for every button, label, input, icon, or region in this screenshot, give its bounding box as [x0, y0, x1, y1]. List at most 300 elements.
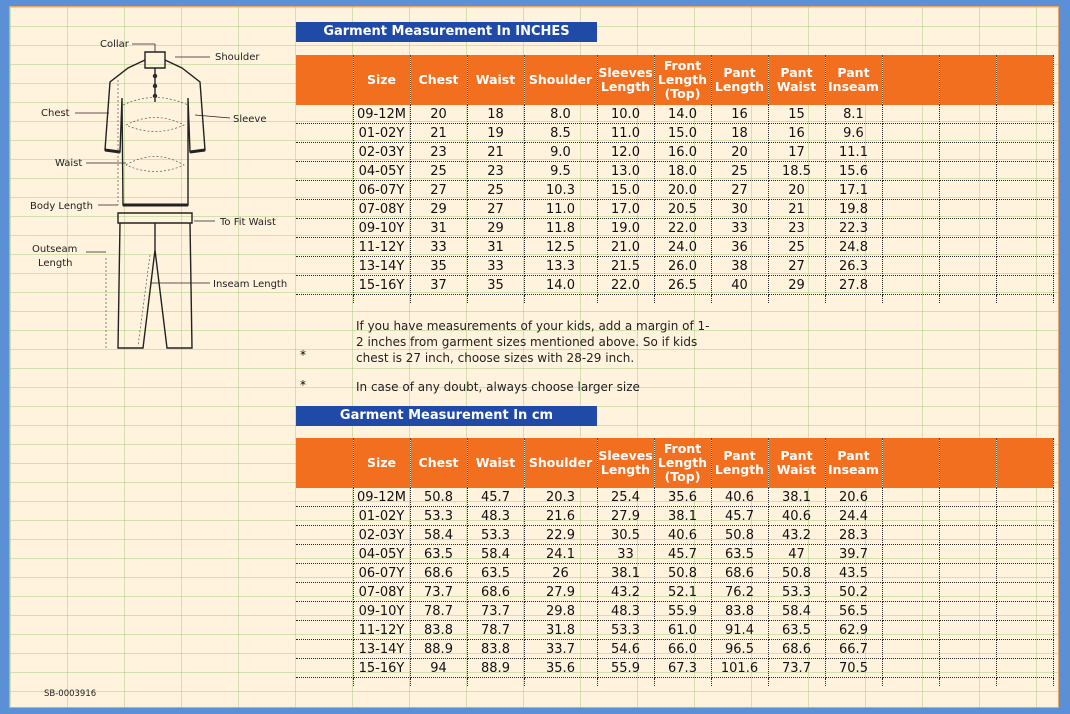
- label-outseam: Outseam: [32, 244, 78, 255]
- value-cell: 58.4: [768, 602, 825, 621]
- value-cell: 30.5: [597, 526, 654, 545]
- blank-cell: [882, 124, 939, 143]
- value-cell: 35.6: [524, 659, 597, 678]
- blank-cell: [296, 526, 353, 545]
- value-cell: 23: [467, 162, 524, 181]
- value-cell: 78.7: [410, 602, 467, 621]
- note-2-text: In case of any doubt, always choose larger size: [356, 380, 640, 394]
- value-cell: 25: [410, 162, 467, 181]
- blank-cell: [296, 507, 353, 526]
- blank-cell: [296, 295, 353, 304]
- value-cell: 20.6: [825, 488, 882, 507]
- value-cell: 50.2: [825, 583, 882, 602]
- value-cell: 33: [467, 257, 524, 276]
- size-cell: 09-10Y: [353, 219, 410, 238]
- blank-cell: [882, 238, 939, 257]
- blank-cell: [296, 181, 353, 200]
- column-header: Waist: [467, 438, 524, 488]
- blank-cell: [654, 678, 711, 687]
- value-cell: 63.5: [410, 545, 467, 564]
- value-cell: 55.9: [597, 659, 654, 678]
- value-cell: 11.8: [524, 219, 597, 238]
- value-cell: 22.0: [597, 276, 654, 295]
- blank-cell: [882, 602, 939, 621]
- value-cell: 61.0: [654, 621, 711, 640]
- blank-cell: [996, 621, 1053, 640]
- value-cell: 54.6: [597, 640, 654, 659]
- value-cell: 14.0: [654, 105, 711, 124]
- blank-cell: [882, 105, 939, 124]
- value-cell: 20.5: [654, 200, 711, 219]
- blank-cell: [939, 640, 996, 659]
- value-cell: 19.0: [597, 219, 654, 238]
- note-1: [356, 318, 716, 366]
- size-cell: 09-12M: [353, 488, 410, 507]
- size-cell: 06-07Y: [353, 181, 410, 200]
- blank-cell: [296, 488, 353, 507]
- column-header: Sleeves Length: [597, 438, 654, 488]
- blank-cell: [654, 295, 711, 304]
- blank-cell: [296, 105, 353, 124]
- value-cell: 20: [711, 143, 768, 162]
- value-cell: 35: [410, 257, 467, 276]
- header-blank-cell: [939, 55, 996, 105]
- blank-cell: [825, 295, 882, 304]
- value-cell: 9.5: [524, 162, 597, 181]
- column-header: Shoulder: [524, 55, 597, 105]
- value-cell: 96.5: [711, 640, 768, 659]
- blank-cell: [996, 238, 1053, 257]
- blank-cell: [882, 526, 939, 545]
- value-cell: 83.8: [467, 640, 524, 659]
- blank-cell: [597, 678, 654, 687]
- value-cell: 27: [410, 181, 467, 200]
- header-blank-cell: [996, 438, 1053, 488]
- value-cell: 56.5: [825, 602, 882, 621]
- value-cell: 25: [768, 238, 825, 257]
- table-row: [296, 219, 1053, 238]
- value-cell: 22.0: [654, 219, 711, 238]
- blank-cell: [996, 162, 1053, 181]
- value-cell: 94: [410, 659, 467, 678]
- value-cell: 17: [768, 143, 825, 162]
- value-cell: 58.4: [467, 545, 524, 564]
- note-2: [356, 379, 640, 395]
- value-cell: 31.8: [524, 621, 597, 640]
- column-header: Pant Waist: [768, 55, 825, 105]
- value-cell: 23: [410, 143, 467, 162]
- value-cell: 50.8: [410, 488, 467, 507]
- blank-cell: [296, 219, 353, 238]
- blank-cell: [996, 640, 1053, 659]
- blank-cell: [939, 488, 996, 507]
- value-cell: 18.0: [654, 162, 711, 181]
- column-header: Chest: [410, 438, 467, 488]
- blank-cell: [939, 162, 996, 181]
- blank-cell: [939, 181, 996, 200]
- blank-cell: [353, 678, 410, 687]
- value-cell: 40.6: [654, 526, 711, 545]
- blank-cell: [996, 583, 1053, 602]
- blank-cell: [996, 545, 1053, 564]
- value-cell: 68.6: [410, 564, 467, 583]
- blank-cell: [996, 295, 1053, 304]
- blank-cell: [996, 257, 1053, 276]
- value-cell: 27.9: [597, 507, 654, 526]
- blank-cell: [882, 659, 939, 678]
- value-cell: 40.6: [768, 507, 825, 526]
- column-header: Waist: [467, 55, 524, 105]
- note-1-text: If you have measurements of your kids, add a margin of 1-2 inches from garment sizes mentioned above. So if kids chest is 27 inch, choose sizes with 28-29 inch.: [356, 319, 710, 365]
- value-cell: 8.5: [524, 124, 597, 143]
- value-cell: 28.3: [825, 526, 882, 545]
- value-cell: 27: [711, 181, 768, 200]
- blank-cell: [296, 678, 353, 687]
- blank-cell: [882, 678, 939, 687]
- value-cell: 45.7: [711, 507, 768, 526]
- value-cell: 35: [467, 276, 524, 295]
- garment-diagram: [10, 30, 300, 360]
- size-cell: 01-02Y: [353, 124, 410, 143]
- value-cell: 88.9: [410, 640, 467, 659]
- blank-cell: [296, 238, 353, 257]
- note-2-star: *: [300, 378, 306, 392]
- blank-cell: [996, 124, 1053, 143]
- table-header-row: [296, 55, 1053, 105]
- size-cell: 07-08Y: [353, 200, 410, 219]
- blank-cell: [296, 583, 353, 602]
- value-cell: 35.6: [654, 488, 711, 507]
- blank-cell: [882, 181, 939, 200]
- value-cell: 27.8: [825, 276, 882, 295]
- kurta-pajama-illustration: [10, 30, 300, 360]
- blank-cell: [711, 678, 768, 687]
- value-cell: 25.4: [597, 488, 654, 507]
- value-cell: 48.3: [467, 507, 524, 526]
- blank-cell: [882, 276, 939, 295]
- blank-cell: [296, 659, 353, 678]
- blank-cell: [939, 583, 996, 602]
- size-cell: 02-03Y: [353, 526, 410, 545]
- size-cell: 15-16Y: [353, 659, 410, 678]
- table-row: [296, 659, 1053, 678]
- value-cell: 16: [711, 105, 768, 124]
- value-cell: 10.0: [597, 105, 654, 124]
- blank-cell: [882, 295, 939, 304]
- value-cell: 25: [467, 181, 524, 200]
- value-cell: 68.6: [768, 640, 825, 659]
- spacer-row: [296, 678, 1053, 687]
- table-row: [296, 507, 1053, 526]
- value-cell: 45.7: [467, 488, 524, 507]
- value-cell: 53.3: [410, 507, 467, 526]
- blank-cell: [296, 200, 353, 219]
- value-cell: 43.2: [597, 583, 654, 602]
- blank-cell: [882, 162, 939, 181]
- value-cell: 18: [467, 105, 524, 124]
- blank-cell: [524, 678, 597, 687]
- value-cell: 31: [410, 219, 467, 238]
- value-cell: 67.3: [654, 659, 711, 678]
- value-cell: 50.8: [654, 564, 711, 583]
- value-cell: 21.6: [524, 507, 597, 526]
- value-cell: 8.0: [524, 105, 597, 124]
- value-cell: 62.9: [825, 621, 882, 640]
- column-header: Pant Inseam: [825, 438, 882, 488]
- size-cell: 13-14Y: [353, 640, 410, 659]
- value-cell: 16: [768, 124, 825, 143]
- column-header: Sleeves Length: [597, 55, 654, 105]
- value-cell: 25: [711, 162, 768, 181]
- blank-cell: [467, 678, 524, 687]
- blank-cell: [296, 143, 353, 162]
- table-row: [296, 162, 1053, 181]
- value-cell: 38.1: [597, 564, 654, 583]
- size-cell: 09-10Y: [353, 602, 410, 621]
- blank-cell: [939, 602, 996, 621]
- column-header: Pant Inseam: [825, 55, 882, 105]
- value-cell: 58.4: [410, 526, 467, 545]
- value-cell: 39.7: [825, 545, 882, 564]
- value-cell: 101.6: [711, 659, 768, 678]
- value-cell: 10.3: [524, 181, 597, 200]
- blank-cell: [882, 545, 939, 564]
- table-row: [296, 276, 1053, 295]
- blank-cell: [882, 488, 939, 507]
- blank-cell: [882, 219, 939, 238]
- value-cell: 63.5: [467, 564, 524, 583]
- value-cell: 43.5: [825, 564, 882, 583]
- value-cell: 91.4: [711, 621, 768, 640]
- value-cell: 9.6: [825, 124, 882, 143]
- value-cell: 15.0: [654, 124, 711, 143]
- value-cell: 24.4: [825, 507, 882, 526]
- blank-cell: [882, 621, 939, 640]
- table-row: [296, 602, 1053, 621]
- value-cell: 43.2: [768, 526, 825, 545]
- blank-cell: [996, 488, 1053, 507]
- blank-cell: [939, 105, 996, 124]
- table-row: [296, 143, 1053, 162]
- inches-table: [296, 55, 1054, 303]
- blank-cell: [296, 276, 353, 295]
- blank-cell: [882, 143, 939, 162]
- value-cell: 30: [711, 200, 768, 219]
- blank-cell: [939, 143, 996, 162]
- value-cell: 29.8: [524, 602, 597, 621]
- blank-cell: [939, 238, 996, 257]
- blank-cell: [939, 276, 996, 295]
- blank-cell: [939, 678, 996, 687]
- value-cell: 11.1: [825, 143, 882, 162]
- blank-cell: [467, 295, 524, 304]
- column-header: Size: [353, 55, 410, 105]
- size-cell: 02-03Y: [353, 143, 410, 162]
- value-cell: 24.1: [524, 545, 597, 564]
- value-cell: 40: [711, 276, 768, 295]
- value-cell: 15: [768, 105, 825, 124]
- blank-cell: [768, 295, 825, 304]
- value-cell: 83.8: [711, 602, 768, 621]
- table-row: [296, 200, 1053, 219]
- blank-cell: [711, 295, 768, 304]
- blank-cell: [939, 507, 996, 526]
- value-cell: 40.6: [711, 488, 768, 507]
- value-cell: 17.1: [825, 181, 882, 200]
- value-cell: 24.0: [654, 238, 711, 257]
- value-cell: 21: [410, 124, 467, 143]
- blank-cell: [996, 564, 1053, 583]
- value-cell: 20: [410, 105, 467, 124]
- value-cell: 63.5: [768, 621, 825, 640]
- table-row: [296, 583, 1053, 602]
- value-cell: 33: [410, 238, 467, 257]
- blank-cell: [882, 583, 939, 602]
- size-cell: 15-16Y: [353, 276, 410, 295]
- blank-cell: [939, 621, 996, 640]
- value-cell: 19: [467, 124, 524, 143]
- value-cell: 33.7: [524, 640, 597, 659]
- size-cell: 04-05Y: [353, 545, 410, 564]
- blank-cell: [996, 659, 1053, 678]
- value-cell: 21.0: [597, 238, 654, 257]
- table-header-row: [296, 438, 1053, 488]
- value-cell: 13.0: [597, 162, 654, 181]
- value-cell: 66.7: [825, 640, 882, 659]
- blank-cell: [996, 507, 1053, 526]
- blank-cell: [296, 257, 353, 276]
- value-cell: 33: [597, 545, 654, 564]
- column-header: Shoulder: [524, 438, 597, 488]
- blank-cell: [939, 526, 996, 545]
- table-row: [296, 124, 1053, 143]
- blank-cell: [939, 257, 996, 276]
- blank-cell: [296, 640, 353, 659]
- value-cell: 29: [467, 219, 524, 238]
- table-row: [296, 545, 1053, 564]
- blank-cell: [882, 257, 939, 276]
- label-outseam-length: Length: [38, 258, 73, 269]
- column-header: Pant Waist: [768, 438, 825, 488]
- value-cell: 9.0: [524, 143, 597, 162]
- blank-cell: [939, 124, 996, 143]
- blank-cell: [882, 564, 939, 583]
- blank-cell: [410, 678, 467, 687]
- value-cell: 12.0: [597, 143, 654, 162]
- label-to-fit-waist: To Fit Waist: [220, 217, 276, 228]
- value-cell: 38.1: [768, 488, 825, 507]
- blank-cell: [996, 200, 1053, 219]
- blank-cell: [939, 295, 996, 304]
- value-cell: 76.2: [711, 583, 768, 602]
- label-waist: Waist: [55, 158, 83, 169]
- blank-cell: [996, 105, 1053, 124]
- table-row: [296, 181, 1053, 200]
- blank-cell: [939, 219, 996, 238]
- value-cell: 50.8: [711, 526, 768, 545]
- value-cell: 27.9: [524, 583, 597, 602]
- size-cell: 13-14Y: [353, 257, 410, 276]
- value-cell: 18.5: [768, 162, 825, 181]
- size-cell: 09-12M: [353, 105, 410, 124]
- blank-cell: [296, 162, 353, 181]
- value-cell: 20.0: [654, 181, 711, 200]
- column-header: Front Length (Top): [654, 438, 711, 488]
- value-cell: 73.7: [410, 583, 467, 602]
- value-cell: 50.8: [768, 564, 825, 583]
- blank-cell: [597, 295, 654, 304]
- value-cell: 22.9: [524, 526, 597, 545]
- column-header: Chest: [410, 55, 467, 105]
- value-cell: 14.0: [524, 276, 597, 295]
- value-cell: 16.0: [654, 143, 711, 162]
- product-code: SB-0003916: [44, 689, 97, 699]
- blank-cell: [296, 602, 353, 621]
- value-cell: 37: [410, 276, 467, 295]
- value-cell: 26.5: [654, 276, 711, 295]
- value-cell: 73.7: [768, 659, 825, 678]
- blank-cell: [996, 276, 1053, 295]
- blank-cell: [996, 602, 1053, 621]
- banner-cm: Garment Measurement In cm: [296, 406, 597, 426]
- value-cell: 13.3: [524, 257, 597, 276]
- table-row: [296, 640, 1053, 659]
- header-blank-cell: [882, 438, 939, 488]
- note-1-star: *: [300, 348, 306, 362]
- value-cell: 24.8: [825, 238, 882, 257]
- value-cell: 20.3: [524, 488, 597, 507]
- blank-cell: [996, 181, 1053, 200]
- value-cell: 33: [711, 219, 768, 238]
- header-blank-cell: [882, 55, 939, 105]
- value-cell: 73.7: [467, 602, 524, 621]
- value-cell: 23: [768, 219, 825, 238]
- value-cell: 20: [768, 181, 825, 200]
- value-cell: 26.3: [825, 257, 882, 276]
- blank-cell: [882, 200, 939, 219]
- blank-cell: [296, 124, 353, 143]
- value-cell: 52.1: [654, 583, 711, 602]
- value-cell: 38: [711, 257, 768, 276]
- table-row: [296, 488, 1053, 507]
- column-header: Pant Length: [711, 438, 768, 488]
- cm-table: [296, 438, 1054, 686]
- spacer-row: [296, 295, 1053, 304]
- value-cell: 27: [768, 257, 825, 276]
- value-cell: 83.8: [410, 621, 467, 640]
- size-cell: 11-12Y: [353, 621, 410, 640]
- value-cell: 27: [467, 200, 524, 219]
- label-collar: Collar: [100, 39, 129, 50]
- value-cell: 63.5: [711, 545, 768, 564]
- label-chest: Chest: [41, 108, 70, 119]
- value-cell: 12.5: [524, 238, 597, 257]
- value-cell: 17.0: [597, 200, 654, 219]
- value-cell: 15.6: [825, 162, 882, 181]
- value-cell: 88.9: [467, 659, 524, 678]
- column-header: Front Length (Top): [654, 55, 711, 105]
- value-cell: 31: [467, 238, 524, 257]
- blank-cell: [996, 678, 1053, 687]
- blank-cell: [296, 545, 353, 564]
- value-cell: 11.0: [597, 124, 654, 143]
- value-cell: 47: [768, 545, 825, 564]
- value-cell: 11.0: [524, 200, 597, 219]
- blank-cell: [296, 564, 353, 583]
- value-cell: 21.5: [597, 257, 654, 276]
- value-cell: 18: [711, 124, 768, 143]
- blank-cell: [996, 219, 1053, 238]
